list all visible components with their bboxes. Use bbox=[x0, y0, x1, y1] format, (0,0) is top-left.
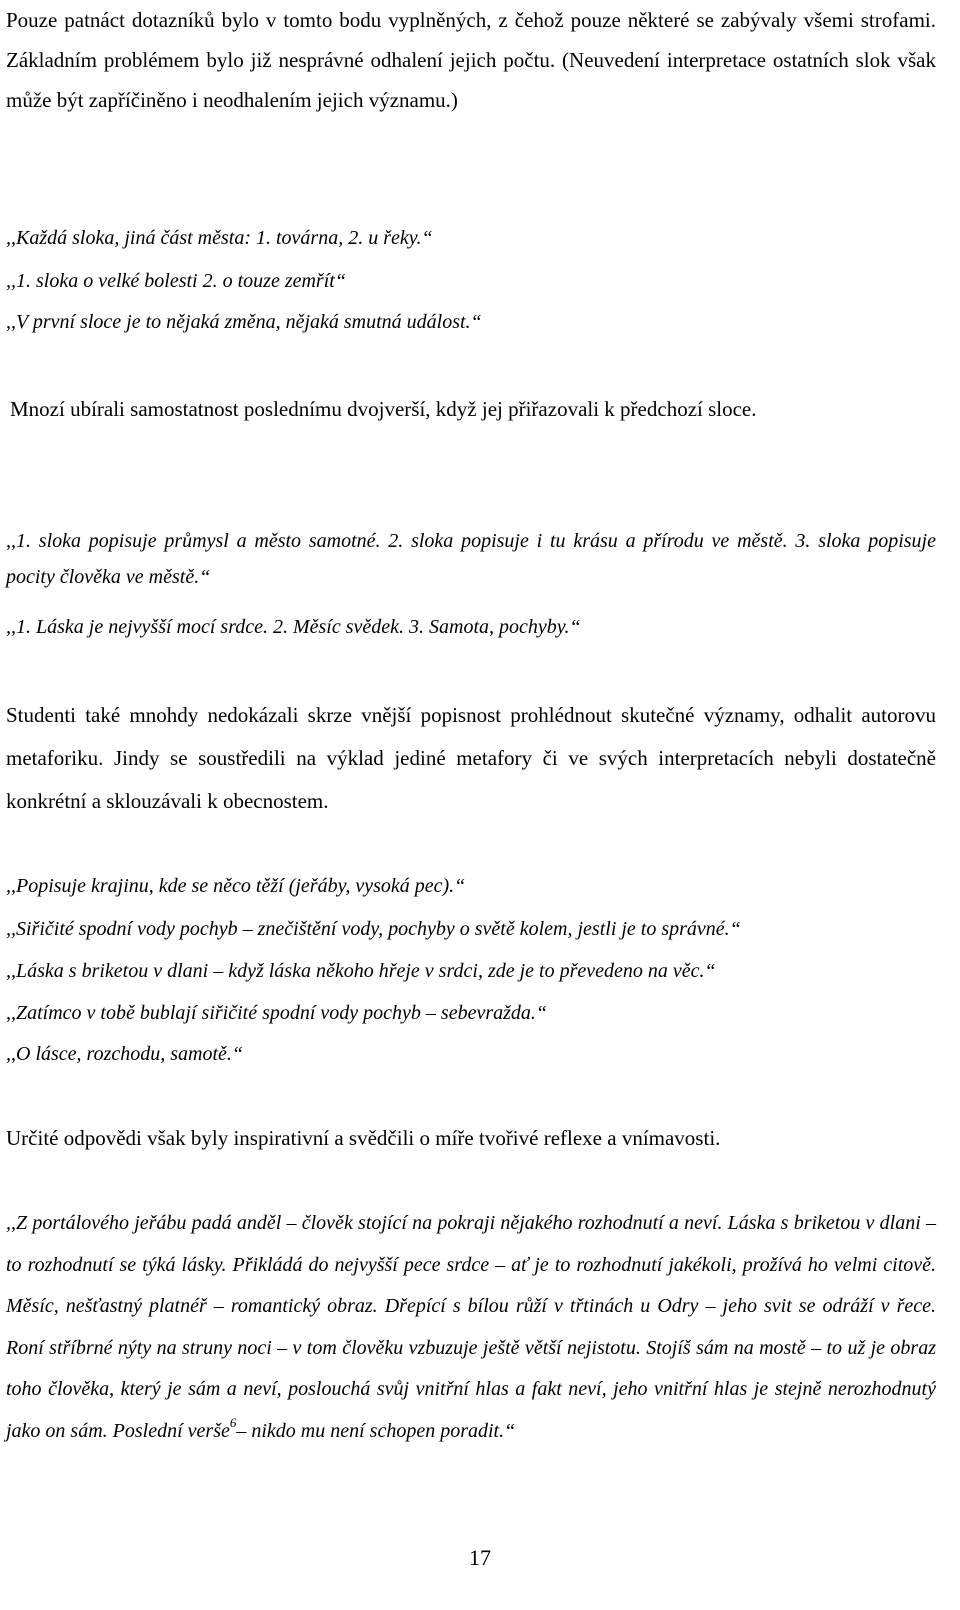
quote-11-text: ,,Z portálového jeřábu padá anděl – člověk stojící na pokraji nějakého rozhodnutí a neví. Láska s briketou v dlani – to rozhodnutí se týká lásky. Přikládá do nejvyšší pece srdce – ať je to rozhodnutí jakékoli, prožívá ho velmi citově. Měsíc, nešťastný platnéř – romantický obraz. Dřepící s bílou růží v třtinách u Odry – jeho svit se odráží v řece. Roní stříbrné nýty na struny noci – v tom člověku vzbuzuje ještě větší nejistotu. Stojíš sám na mostě – to už je obraz toho člověka, který je sám a neví, poslouchá svůj vnitřní hlas a fakt neví, jeho vnitřní hlas je stejně nerozhodnutý jako on sám. Poslední verše bbox=[6, 1212, 936, 1442]
paragraph-metaphors: Studenti také mnohdy nedokázali skrze vnější popisnost prohlédnout skutečné významy, odhalit autorovu metaforiku. Jindy se soustředili na výklad jediné metafory či ve svých interpretacích nebyli dostatečně konkrétní a sklouzávali k obecnostem. bbox=[6, 703, 936, 813]
quote-8: ,,Láska s briketou v dlani – když láska někoho hřeje v srdci, zde je to převedeno na věc.“ bbox=[6, 960, 716, 982]
quote-3: ,,V první sloce je to nějaká změna, nějaká smutná událost.“ bbox=[6, 311, 482, 333]
quote-7: ,,Siřičité spodní vody pochyb – znečištění vody, pochyby o světě kolem, jestli je to správné.“ bbox=[6, 918, 741, 940]
paragraph-inspirative: Určité odpovědi však byly inspirativní a svědčili o míře tvořivé reflexe a vnímavosti. bbox=[6, 1126, 721, 1150]
quote-1: ,,Každá sloka, jiná část města: 1. továrna, 2. u řeky.“ bbox=[6, 227, 433, 249]
quote-6: ,,Popisuje krajinu, kde se něco těží (jeřáby, vysoká pec).“ bbox=[6, 875, 466, 897]
quote-10: ,,O lásce, rozchodu, samotě.“ bbox=[6, 1043, 244, 1065]
quote-11-end: – nikdo mu není schopen poradit.“ bbox=[236, 1419, 516, 1442]
quote-5: ,,1. Láska je nejvyšší mocí srdce. 2. Měsíc svědek. 3. Samota, pochyby.“ bbox=[6, 616, 581, 638]
quote-9: ,,Zatímco v tobě bublají siřičité spodní vody pochyb – sebevražda.“ bbox=[6, 1002, 548, 1024]
quote-4: ,,1. sloka popisuje průmysl a město samotné. 2. sloka popisuje i tu krásu a přírodu ve městě. 3. sloka popisuje pocity člověka ve městě.“ bbox=[6, 530, 936, 588]
paragraph-intro: Pouze patnáct dotazníků bylo v tomto bodu vyplněných, z čehož pouze některé se zabývaly všemi strofami. Základním problémem bylo již nesprávné odhalení jejich počtu. (Neuvedení interpretace ostatních slok však může být zapříčiněno i neodhalením jejich významu.) bbox=[6, 8, 936, 112]
quote-11 bbox=[6, 1203, 936, 1452]
paragraph-couplet: Mnozí ubírali samostatnost poslednímu dvojverší, když jej přiřazovali k předchozí sloce. bbox=[10, 397, 757, 421]
quote-2: ,,1. sloka o velké bolesti 2. o touze zemřít“ bbox=[6, 270, 346, 292]
footnote-reference: 6 bbox=[229, 1414, 237, 1430]
page-number: 17 bbox=[469, 1545, 491, 1570]
